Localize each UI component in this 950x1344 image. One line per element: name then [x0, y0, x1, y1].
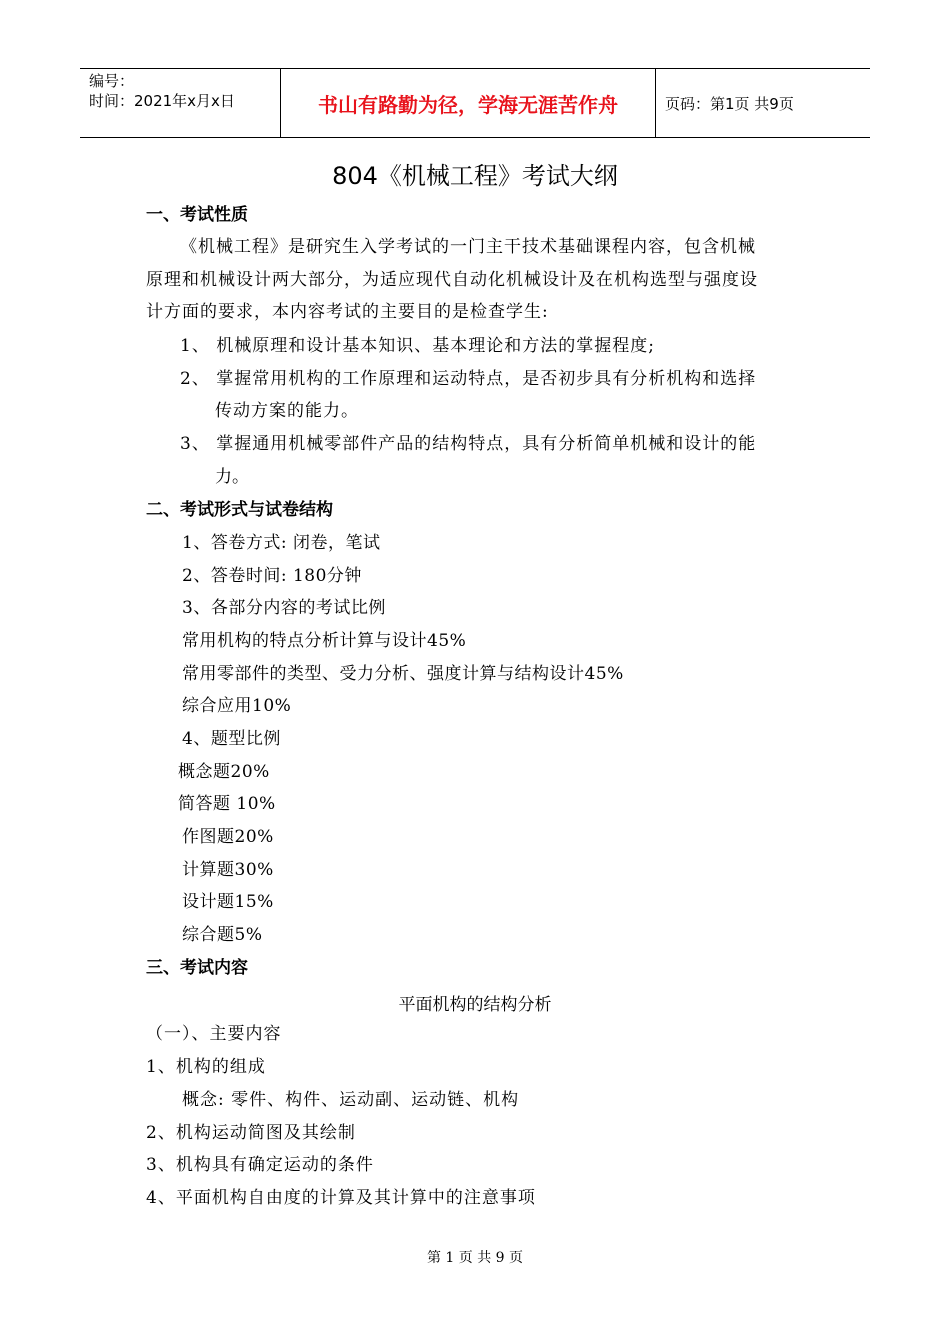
type-ratio-item: 设计题15%	[182, 892, 274, 912]
list-text: 机械原理和设计基本知识、基本理论和方法的掌握程度;	[216, 336, 655, 356]
topic-concepts: 概念: 零件、构件、运动副、运动链、机构	[182, 1090, 520, 1110]
page-footer: 第 1 页 共 9 页	[426, 1250, 524, 1266]
section-heading-nature: 一、考试性质	[146, 205, 248, 225]
list-number: 3、	[180, 434, 210, 454]
list-item	[180, 334, 655, 358]
type-ratio-item: 计算题30%	[182, 860, 274, 880]
serial-label: 编号：	[89, 72, 135, 90]
page-header	[80, 68, 870, 138]
header-page-info: 页码：第1页 共9页	[665, 94, 794, 113]
list-text-continued: 传动方案的能力。	[215, 401, 359, 421]
main-content-heading: （一）、主要内容	[146, 1024, 282, 1044]
list-number: 2、	[180, 369, 210, 389]
intro-line-2: 原理和机械设计两大部分，为适应现代自动化机械设计及在机构选型与强度设	[146, 269, 758, 290]
list-text: 掌握常用机构的工作原理和运动特点，是否初步具有分析机构和选择	[216, 369, 757, 389]
list-item	[180, 367, 756, 391]
content-ratio-item: 常用零部件的类型、受力分析、强度计算与结构设计45%	[182, 664, 624, 684]
content-ratio-title: 3、各部分内容的考试比例	[182, 598, 386, 618]
topic-item: 3、机构具有确定运动的条件	[146, 1155, 374, 1175]
type-ratio-item: 作图题20%	[182, 827, 274, 847]
document-title: 804《机械工程》考试大纲	[332, 162, 618, 190]
list-text: 掌握通用机械零部件产品的结构特点，具有分析简单机械和设计的能	[216, 434, 757, 454]
chapter-subtitle: 平面机构的结构分析	[398, 995, 552, 1015]
content-ratio-item: 综合应用10%	[182, 696, 292, 716]
header-meta	[80, 69, 280, 137]
topic-item: 4、平面机构自由度的计算及其计算中的注意事项	[146, 1188, 536, 1208]
type-ratio-title: 4、题型比例	[182, 729, 281, 749]
type-ratio-item: 综合题5%	[182, 925, 263, 945]
header-motto: 书山有路勤为径，学海无涯苦作舟	[280, 69, 656, 137]
date-line: 时间：2021年x月x日	[89, 92, 235, 110]
intro-paragraph	[146, 231, 826, 329]
list-text-continued: 力。	[215, 467, 249, 487]
intro-line-3: 计方面的要求，本内容考试的主要目的是检查学生:	[146, 302, 549, 322]
list-item	[180, 432, 756, 456]
intro-line-1: 《机械工程》是研究生入学考试的一门主干技术基础课程内容，包含机械	[180, 237, 756, 257]
type-ratio-item: 概念题20%	[178, 762, 270, 782]
topic-item: 1、机构的组成	[146, 1057, 266, 1077]
section-heading-content: 三、考试内容	[146, 958, 248, 978]
topic-item: 2、机构运动简图及其绘制	[146, 1123, 356, 1143]
type-ratio-item: 简答题 10%	[178, 794, 276, 814]
content-ratio-item: 常用机构的特点分析计算与设计45%	[182, 631, 467, 651]
section-heading-format: 二、考试形式与试卷结构	[146, 500, 333, 520]
answer-mode: 1、答卷方式: 闭卷，笔试	[182, 533, 381, 553]
answer-time: 2、答卷时间: 180分钟	[182, 566, 362, 586]
list-number: 1、	[180, 336, 210, 356]
